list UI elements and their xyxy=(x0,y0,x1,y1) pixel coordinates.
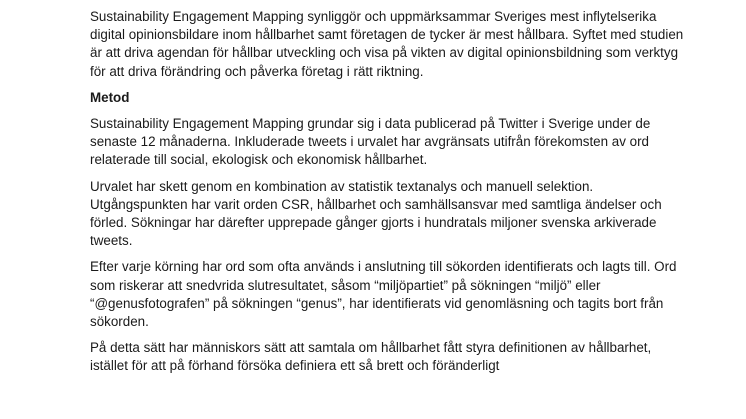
method-paragraph-3: Efter varje körning har ord som ofta används i anslutning till sökorden identifierats och lagts till. Ord som riskerar att snedvrida slutresultatet, såsom “miljöpartiet” på sökningen “miljö” eller “@genusfotografen” på sökningen “genus”, har identifierats vid genomläsning och tagits bort från sökorden. xyxy=(90,259,677,330)
method-heading: Metod xyxy=(90,89,130,105)
intro-paragraph: Sustainability Engagement Mapping synliggör och uppmärksammar Sveriges mest inflytelserika digital opinionsbildare inom hållbarhet samt företagen de tycker är mest hållbara. Syftet med studien är att driva agendan för hållbar utveckling och visa på vikten av digital opinionsbildning som verktyg för att driva förändring och påverka företag i rätt riktning. xyxy=(90,9,684,79)
document-body xyxy=(90,8,690,384)
method-paragraph-2: Urvalet har skett genom en kombination av statistik textanalys och manuell selektion. Utgångspunkten har varit orden CSR, hållbarhet och samhällsansvar med samtliga ändelser och förled. Sökningar har därefter upprepade gånger gjorts i hundratals miljoner svenska arkiverade tweets. xyxy=(90,178,662,249)
method-paragraph-1: Sustainability Engagement Mapping grundar sig i data publicerad på Twitter i Sverige under de senaste 12 månaderna. Inkluderade tweets i urvalet har avgränsats utifrån förekomsten av ord relaterade till social, ekologisk och ekonomisk hållbarhet. xyxy=(90,116,651,168)
method-paragraph-4: På detta sätt har människors sätt att samtala om hållbarhet fått styra definitionen av hållbarhet, istället för att på förhand försöka definiera ett så brett och föränderligt xyxy=(90,340,652,374)
